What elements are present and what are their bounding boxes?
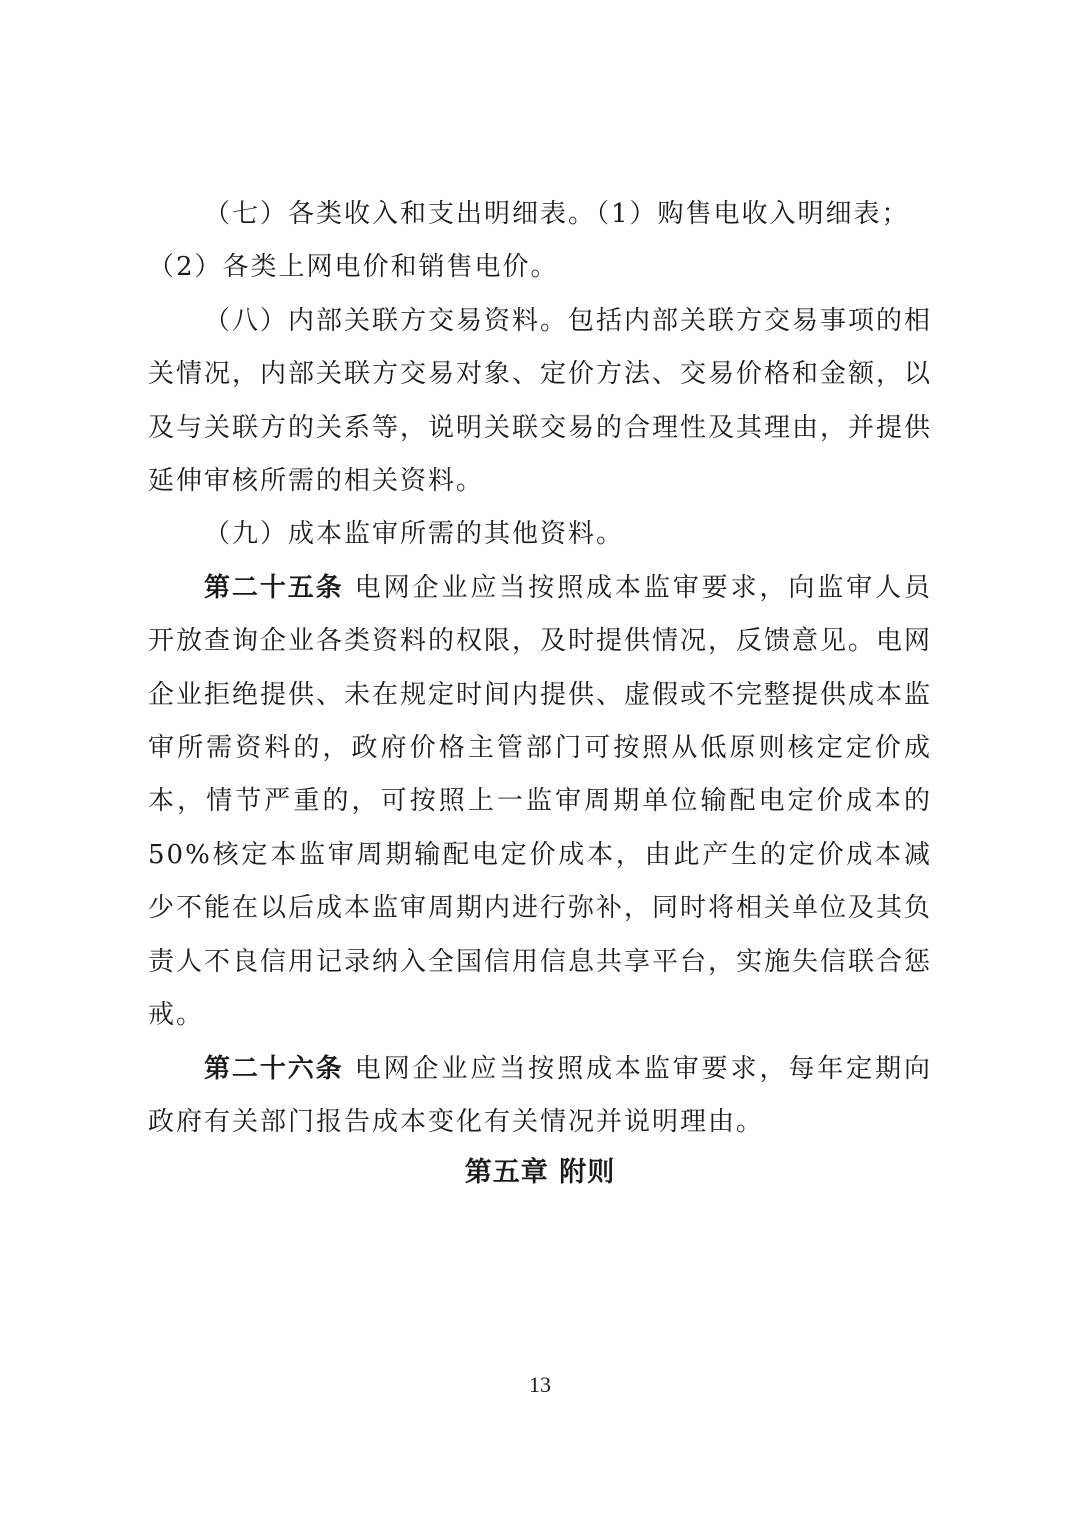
article-26-text: 电网企业应当按照成本监审要求，每年定期向政府有关部门报告成本变化有关情况并说明理由。	[148, 1053, 932, 1137]
chapter-heading: 第五章 附则	[464, 1157, 616, 1188]
article-26	[148, 1043, 932, 1150]
article-25	[148, 562, 932, 1043]
page-number: 13	[529, 1372, 551, 1397]
paragraph-item-seven: （七）各类收入和支出明细表。（1）购售电收入明细表；	[204, 199, 910, 229]
paragraph-item-seven-continued: （2）各类上网电价和销售电价。	[148, 252, 559, 283]
article-26-title: 第二十六条	[204, 1053, 344, 1084]
paragraph-item-nine: （九）成本监审所需的其他资料。	[204, 519, 625, 550]
article-25-title: 第二十五条	[204, 572, 344, 603]
article-25-text: 电网企业应当按照成本监审要求，向监审人员开放查询企业各类资料的权限，及时提供情况，反馈意见。电网企业拒绝提供、未在规定时间内提供、虚假或不完整提供成本监审所需资料的，政府价格主管部门可按照从低原则核定定价成本，情节严重的，可按照上一监审周期单位输配电定价成本的50%核定本监审周期输配电定价成本，由此产生的定价成本减少不能在以后成本监审周期内进行弥补，同时将相关单位及其负责人不良信用记录纳入全国信用信息共享平台，实施失信联合惩戒。	[148, 572, 933, 1031]
document-body	[148, 188, 932, 1149]
paragraph-item-eight: （八）内部关联方交易资料。包括内部关联方交易事项的相关情况，内部关联方交易对象、定价方法、交易价格和金额，以及与关联方的关系等，说明关联交易的合理性及其理由，并提供延伸审核所需的相关资料。	[148, 305, 933, 497]
